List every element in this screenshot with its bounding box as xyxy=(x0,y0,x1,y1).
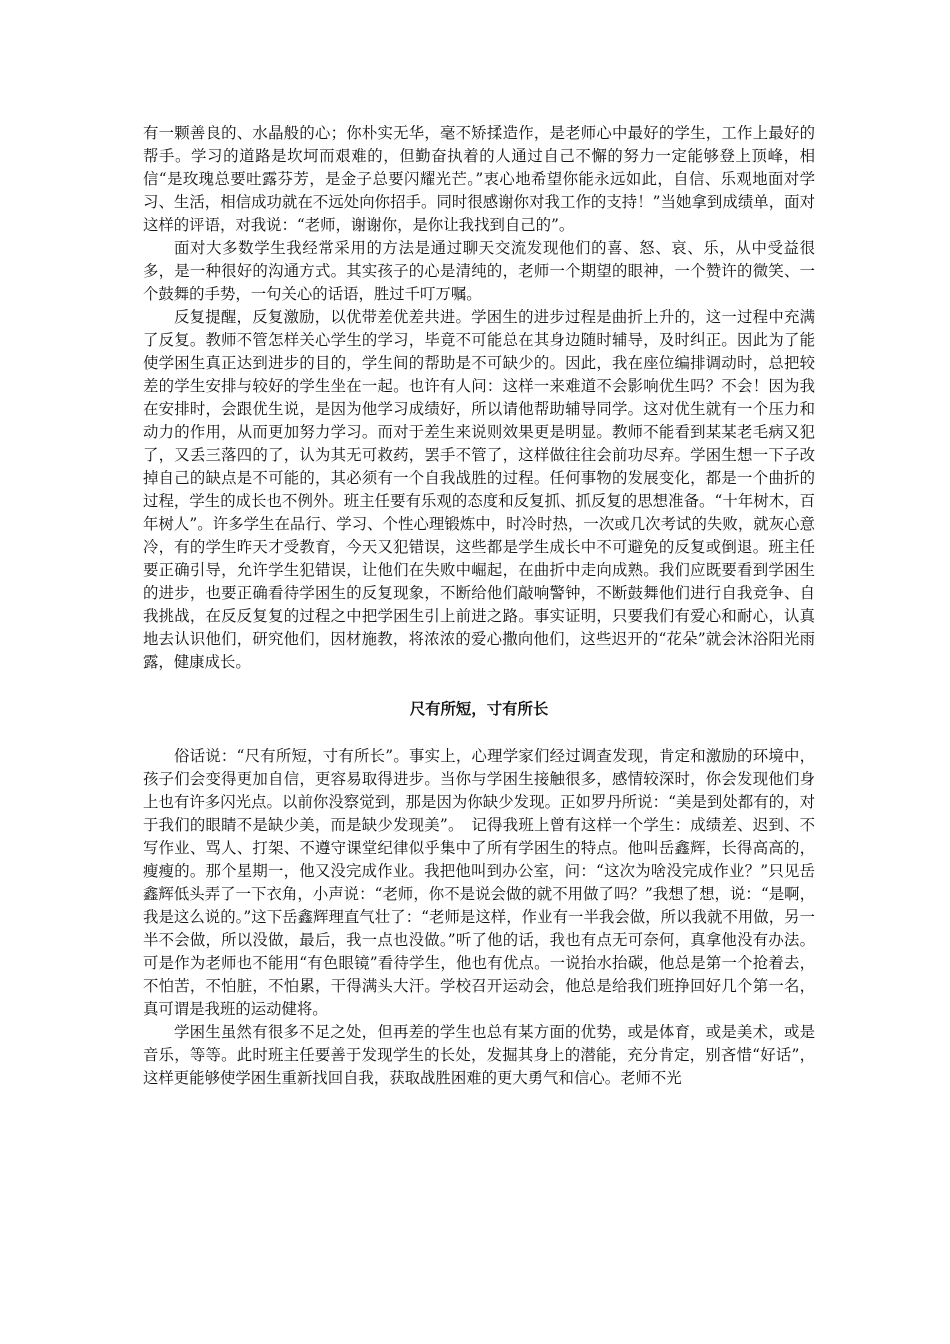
paragraph-discover-strengths: 学困生虽然有很多不足之处，但再差的学生也总有某方面的优势，或是体育，或是美术，或是音乐，等等。此时班主任要善于发现学生的长处，发掘其身上的潜能，充分肯定，别吝惜“好话”，这样更能够使学困生重新找回自我，获取战胜困难的更大勇气和信心。老师不光 xyxy=(143,1023,815,1087)
paragraph-evaluation-ending: 有一颗善良的、水晶般的心；你朴实无华，毫不矫揉造作，是老师心中最好的学生，工作上最好的帮手。学习的道路是坎坷而艰难的，但勤奋执着的人通过自己不懈的努力一定能够登上顶峰，相信“是玫瑰总要吐露芬芳，是金子总要闪耀光芒。”衷心地希望你能永远如此，自信、乐观地面对学习、生活，相信成功就在不远处向你招手。同时很感谢你对我工作的支持！”当她拿到成绩单，面对这样的评语，对我说：“老师，谢谢你，是你让我找到自己的”。 xyxy=(143,124,815,234)
paragraph-strengths-story: 俗话说：“尺有所短，寸有所长”。事实上，心理学家们经过调查发现，肯定和激励的环境中，孩子们会变得更加自信，更容易取得进步。当你与学困生接触很多，感情较深时，你会发现他们身上也有许多闪光点。以前你没察觉到，那是因为你缺少发现。正如罗丹所说：“美是到处都有的，对于我们的眼睛不是缺少美，而是缺少发现美”。 记得我班上曾有这样一个学生：成绩差、迟到、不写作业、骂人、打架、不遵守课堂纪律似乎集中了所有学困生的特点。他叫岳鑫辉，长得高高的，瘦瘦的。那个星期一，他又没完成作业。我把他叫到办公室，问：“这次为啥没完成作业？”只见岳鑫辉低头弄了一下衣角，小声说：“老师，你不是说会做的就不用做了吗？”我想了想，说：“是啊，我是这么说的。”这下岳鑫辉理直气壮了：“老师是这样，作业有一半我会做，所以我就不用做，另一半不会做，所以没做，最后，我一点也没做。”听了他的话，我也有点无可奈何，真拿他没有办法。可是作为老师也不能用“有色眼镜”看待学生，他也有优点。一说抬水抬碳，他总是第一个抢着去，不怕苦，不怕脏，不怕累，干得满头大汗。学校召开运动会，他总是给我们班挣回好几个第一名，真可谓是我班的运动健将。 xyxy=(143,747,815,1018)
paragraph-communication: 面对大多数学生我经常采用的方法是通过聊天交流发现他们的喜、怒、哀、乐，从中受益很多，是一种很好的沟通方式。其实孩子的心是清纯的，老师一个期望的眼神，一个赞许的微笑、一个鼓舞的手势，一句关心的话语，胜过千叮万嘱。 xyxy=(143,239,815,303)
section-title: 尺有所短，寸有所长 xyxy=(409,700,549,718)
document-page xyxy=(143,122,815,1090)
paragraph-repeated-encouragement: 反复提醒，反复激励，以优带差优差共进。学困生的进步过程是曲折上升的，这一过程中充满了反复。教师不管怎样关心学生的学习，毕竟不可能总在其身边随时辅导，及时纠正。因此为了能使学困生真正达到进步的目的，学生间的帮助是不可缺少的。因此，我在座位编排调动时，总把较差的学生安排与较好的学生坐在一起。也许有人问：这样一来难道不会影响优生吗？不会！因为我在安排时，会跟优生说，是因为他学习成绩好，所以请他帮助辅导同学。这对优生就有一个压力和动力的作用，从而更加努力学习。而对于差生来说则效果更是明显。教师不能看到某某老毛病又犯了，又丢三落四的了，认为其无可救药，罢手不管了，这样做往往会前功尽弃。学困生想一下子改掉自己的缺点是不可能的，其必须有一个自我战胜的过程。任何事物的发展变化，都是一个曲折的过程，学生的成长也不例外。班主任要有乐观的态度和反复抓、抓反复的思想准备。“十年树木，百年树人”。许多学生在品行、学习、个性心理锻炼中，时冷时热，一次或几次考试的失败，就灰心意冷，有的学生昨天才受教育，今天又犯错误，这些都是学生成长中不可避免的反复或倒退。班主任要正确引导，允许学生犯错误，让他们在失败中崛起，在曲折中走向成熟。我们应既要看到学困生的进步，也要正确看待学困生的反复现象，不断给他们敲响警钟，不断鼓舞他们进行自我竞争、自我挑战，在反反复复的过程之中把学困生引上前进之路。事实证明，只要我们有爱心和耐心，认真地去认识他们，研究他们，因材施教，将浓浓的爱心撒向他们，这些迟开的“花朵”就会沐浴阳光雨露，健康成长。 xyxy=(143,308,815,671)
